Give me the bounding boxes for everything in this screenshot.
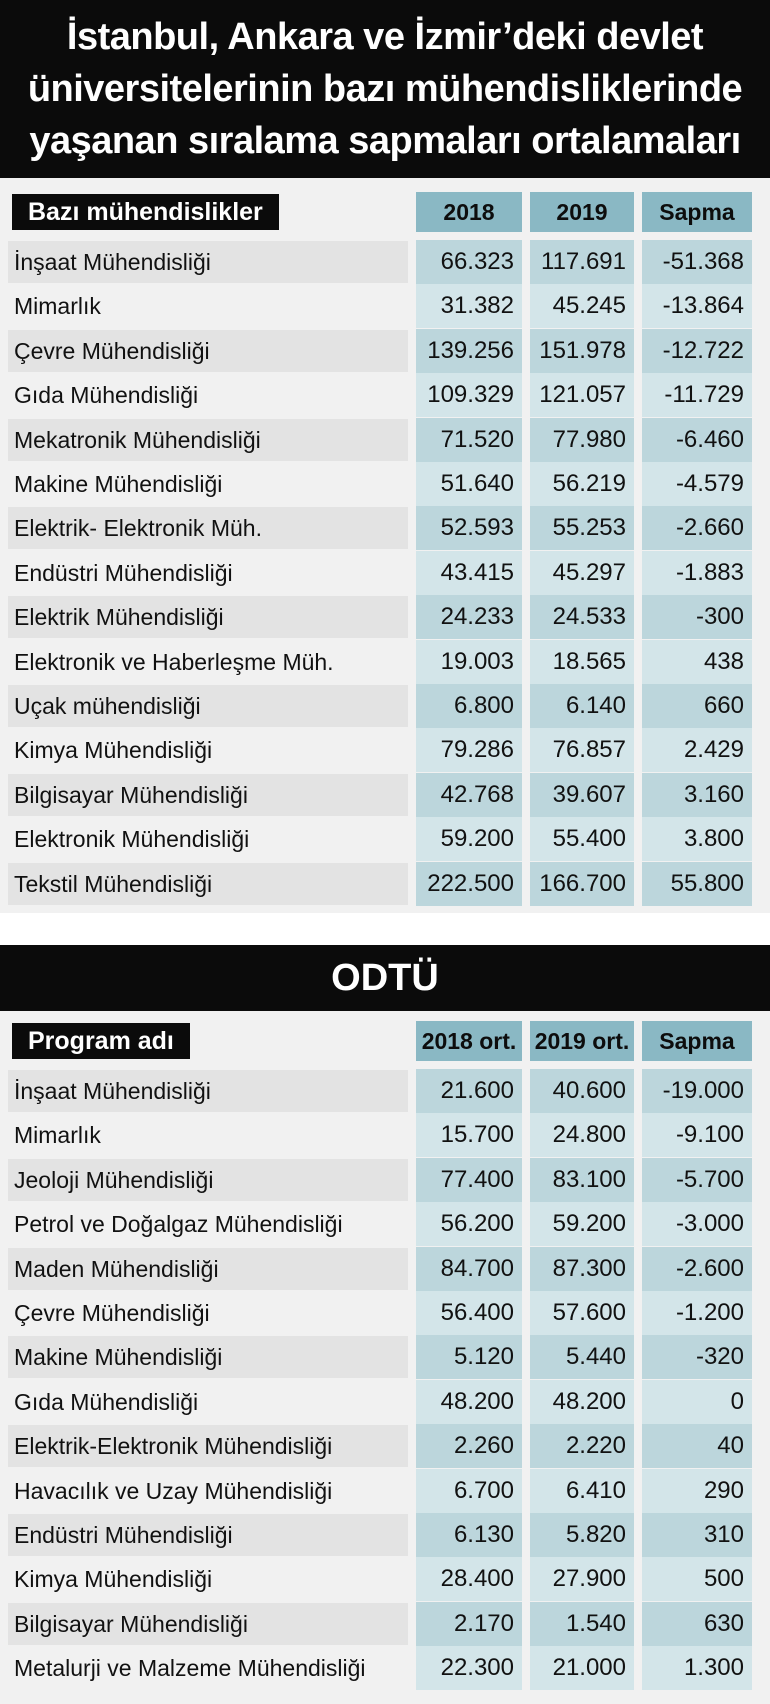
table-row [0, 595, 770, 639]
value-2019: 59.200 [530, 1202, 634, 1246]
program-name: Bilgisayar Mühendisliği [14, 781, 248, 808]
value-2019: 56.219 [530, 462, 634, 506]
program-name: Elektronik Mühendisliği [14, 826, 250, 853]
value-2019: 6.410 [530, 1469, 634, 1513]
value-2019: 5.820 [530, 1513, 634, 1557]
value-sapma: 500 [642, 1557, 752, 1601]
value-2018: 222.500 [416, 862, 522, 906]
table-row [0, 551, 770, 595]
table-row [0, 728, 770, 772]
value-2018: 31.382 [416, 284, 522, 328]
table-row [0, 329, 770, 373]
value-2019: 6.140 [530, 684, 634, 728]
table-row [0, 1602, 770, 1646]
table-odtu-label: Program adı [12, 1023, 190, 1059]
value-2018: 19.003 [416, 640, 522, 684]
program-name: Elektrik- Elektronik Müh. [14, 515, 262, 542]
table-odtu-header [0, 1015, 770, 1067]
value-2019: 45.245 [530, 284, 634, 328]
value-2018: 2.260 [416, 1424, 522, 1468]
value-sapma: -4.579 [642, 462, 752, 506]
value-2018: 2.170 [416, 1602, 522, 1646]
value-2018: 79.286 [416, 728, 522, 772]
column-2019-ort: 2019 ort. [530, 1021, 634, 1061]
value-sapma: 2.429 [642, 728, 752, 772]
program-name: Çevre Mühendisliği [14, 337, 210, 364]
program-name: Çevre Mühendisliği [14, 1300, 210, 1326]
table-row [0, 640, 770, 684]
value-2018: 21.600 [416, 1069, 522, 1113]
value-2018: 5.120 [416, 1335, 522, 1379]
value-2019: 5.440 [530, 1335, 634, 1379]
value-2018: 77.400 [416, 1158, 522, 1202]
value-2019: 55.400 [530, 817, 634, 861]
table-row [0, 1469, 770, 1513]
value-2018: 52.593 [416, 506, 522, 550]
table-row [0, 284, 770, 328]
program-name: Jeoloji Mühendisliği [14, 1166, 214, 1193]
table-row [0, 240, 770, 284]
program-name: Mekatronik Mühendisliği [14, 426, 261, 453]
value-2018: 56.400 [416, 1291, 522, 1335]
table-row [0, 684, 770, 728]
program-name: Metalurji ve Malzeme Mühendisliği [14, 1655, 366, 1682]
value-2018: 66.323 [416, 240, 522, 284]
value-2019: 83.100 [530, 1158, 634, 1202]
value-2018: 139.256 [416, 329, 522, 373]
program-name: Mimarlık [14, 293, 101, 320]
value-2018: 24.233 [416, 595, 522, 639]
value-2019: 24.533 [530, 595, 634, 639]
table-row [0, 1380, 770, 1424]
value-2018: 56.200 [416, 1202, 522, 1246]
value-sapma: 55.800 [642, 862, 752, 906]
value-sapma: -51.368 [642, 240, 752, 284]
value-2019: 57.600 [530, 1291, 634, 1335]
program-name: Makine Mühendisliği [14, 471, 223, 497]
value-sapma: 3.800 [642, 817, 752, 861]
value-2018: 109.329 [416, 373, 522, 417]
value-sapma: -19.000 [642, 1069, 752, 1113]
value-2019: 39.607 [530, 773, 634, 817]
value-2018: 48.200 [416, 1380, 522, 1424]
program-name: Tekstil Mühendisliği [14, 870, 213, 897]
value-2019: 21.000 [530, 1646, 634, 1690]
table-row [0, 462, 770, 506]
value-2018: 15.700 [416, 1113, 522, 1157]
value-2019: 48.200 [530, 1380, 634, 1424]
table-row [0, 773, 770, 817]
column-2018: 2018 [416, 192, 522, 232]
value-2018: 51.640 [416, 462, 522, 506]
headline-line-3: yaşanan sıralama sapmaları ortalamaları [29, 120, 741, 162]
value-2019: 45.297 [530, 551, 634, 595]
table-row [0, 1291, 770, 1335]
headline-box [0, 0, 770, 178]
value-2019: 76.857 [530, 728, 634, 772]
column-2019: 2019 [530, 192, 634, 232]
value-2018: 28.400 [416, 1557, 522, 1601]
program-name: Endüstri Mühendisliği [14, 559, 233, 586]
value-sapma: 438 [642, 640, 752, 684]
table-row [0, 1069, 770, 1113]
value-sapma: 290 [642, 1469, 752, 1513]
program-name: Kimya Mühendisliği [14, 1566, 213, 1593]
value-sapma: 660 [642, 684, 752, 728]
headline-line-1: İstanbul, Ankara ve İzmir’deki devlet [66, 16, 704, 58]
table-general-header [0, 186, 770, 238]
value-2018: 42.768 [416, 773, 522, 817]
value-2018: 6.800 [416, 684, 522, 728]
value-sapma: -1.200 [642, 1291, 752, 1335]
table-row [0, 862, 770, 906]
value-sapma: -6.460 [642, 418, 752, 462]
table-odtu-panel [0, 1011, 770, 1704]
value-2019: 166.700 [530, 862, 634, 906]
value-sapma: -2.660 [642, 506, 752, 550]
table-row [0, 506, 770, 550]
value-2018: 22.300 [416, 1646, 522, 1690]
section-gap [0, 913, 770, 945]
table-row [0, 1424, 770, 1468]
program-name: Bilgisayar Mühendisliği [14, 1610, 248, 1637]
program-name: Makine Mühendisliği [14, 1344, 223, 1371]
program-name: Maden Mühendisliği [14, 1255, 219, 1282]
column-sapma: Sapma [642, 192, 752, 232]
value-sapma: -12.722 [642, 329, 752, 373]
value-2019: 2.220 [530, 1424, 634, 1468]
program-name: Havacılık ve Uzay Mühendisliği [14, 1477, 333, 1504]
value-sapma: -11.729 [642, 373, 752, 417]
value-sapma: 3.160 [642, 773, 752, 817]
value-2019: 55.253 [530, 506, 634, 550]
value-sapma: 0 [642, 1380, 752, 1424]
value-sapma: -320 [642, 1335, 752, 1379]
table-row [0, 1646, 770, 1690]
value-2018: 6.130 [416, 1513, 522, 1557]
section-odtu-title: ODTÜ [0, 945, 770, 1011]
table-row [0, 373, 770, 417]
value-2019: 27.900 [530, 1557, 634, 1601]
value-sapma: -2.600 [642, 1247, 752, 1291]
program-name: Elektrik-Elektronik Mühendisliği [14, 1433, 333, 1460]
value-2018: 6.700 [416, 1469, 522, 1513]
table-general-label: Bazı mühendislikler [12, 194, 279, 230]
program-name: Kimya Mühendisliği [14, 737, 213, 764]
program-name: Elektrik Mühendisliği [14, 604, 224, 631]
program-name: Gıda Mühendisliği [14, 382, 199, 409]
program-name: Gıda Mühendisliği [14, 1388, 199, 1415]
table-row [0, 1158, 770, 1202]
table-row [0, 1557, 770, 1601]
value-sapma: 40 [642, 1424, 752, 1468]
value-2019: 87.300 [530, 1247, 634, 1291]
table-row [0, 1202, 770, 1246]
value-sapma: -3.000 [642, 1202, 752, 1246]
program-name: Uçak mühendisliği [14, 693, 201, 719]
table-general-panel [0, 178, 770, 913]
value-2019: 40.600 [530, 1069, 634, 1113]
column-sapma: Sapma [642, 1021, 752, 1061]
value-2019: 18.565 [530, 640, 634, 684]
program-name: İnşaat Mühendisliği [14, 249, 211, 275]
headline-line-2: üniversitelerinin bazı mühendisliklerinde [27, 68, 743, 110]
program-name: Endüstri Mühendisliği [14, 1522, 233, 1548]
column-2018-ort: 2018 ort. [416, 1021, 522, 1061]
value-sapma: -1.883 [642, 551, 752, 595]
value-sapma: -13.864 [642, 284, 752, 328]
value-2019: 151.978 [530, 329, 634, 373]
table-row [0, 817, 770, 861]
program-name: İnşaat Mühendisliği [14, 1078, 211, 1104]
value-2019: 121.057 [530, 373, 634, 417]
value-sapma: -9.100 [642, 1113, 752, 1157]
table-row [0, 418, 770, 462]
table-row [0, 1335, 770, 1379]
value-2018: 71.520 [416, 418, 522, 462]
program-name: Mimarlık [14, 1122, 101, 1149]
table-row [0, 1513, 770, 1557]
program-name: Elektronik ve Haberleşme Müh. [14, 648, 334, 675]
value-2019: 24.800 [530, 1113, 634, 1157]
value-2018: 43.415 [416, 551, 522, 595]
value-sapma: -5.700 [642, 1158, 752, 1202]
value-sapma: 630 [642, 1602, 752, 1646]
value-sapma: 310 [642, 1513, 752, 1557]
program-name: Petrol ve Doğalgaz Mühendisliği [14, 1211, 343, 1238]
value-2019: 1.540 [530, 1602, 634, 1646]
table-row [0, 1247, 770, 1291]
value-sapma: -300 [642, 595, 752, 639]
value-sapma: 1.300 [642, 1646, 752, 1690]
value-2018: 84.700 [416, 1247, 522, 1291]
value-2018: 59.200 [416, 817, 522, 861]
value-2019: 117.691 [530, 240, 634, 284]
value-2019: 77.980 [530, 418, 634, 462]
table-row [0, 1113, 770, 1157]
